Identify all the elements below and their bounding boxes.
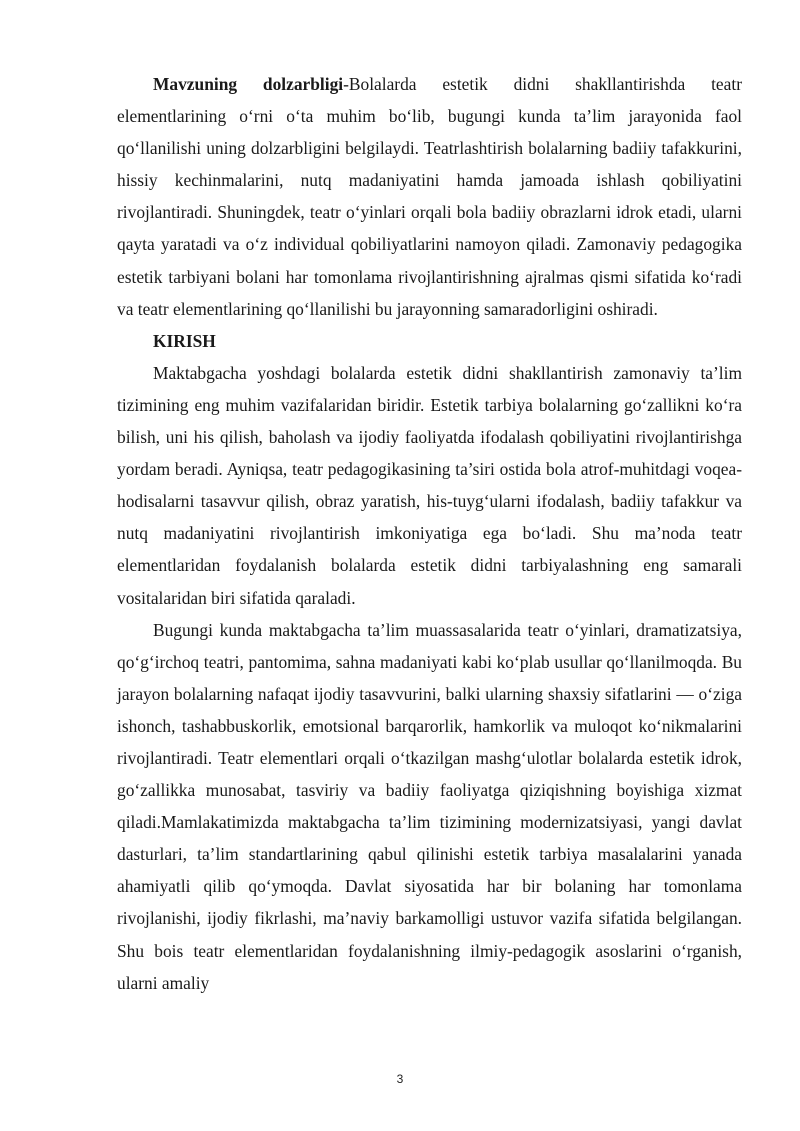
body-paragraph-1: Maktabgacha yoshdagi bolalarda estetik didni shakllantirish zamonaviy ta’lim tizimining eng muhim vazifalaridan biridir. Estetik tarbiya bolalarning go‘zallikni ko‘ra bilish, uni his qilish, baholash va ijodiy faoliyatda ifodalash qobiliyatini rivojlantirishga yordam beradi. Ayniqsa, teatr pedagogikasining ta’siri ostida bola atrof-muhitdagi voqea-hodisalarni tasavvur qilish, obraz yaratish, his-tuyg‘ularni ifodalash, badiiy tafakkur va nutq madaniyatini rivojlantirish imkoniyatiga ega bo‘ladi. Shu ma’noda teatr elementlaridan foydalanish bolalarda estetik didni tarbiyalashning eng samarali vositalaridan biri sifatida qaraladi. — [117, 362, 742, 608]
section-heading: KIRISH — [153, 330, 216, 351]
relevance-paragraph — [117, 68, 742, 325]
body-paragraph-2: Bugungi kunda maktabgacha ta’lim muassasalarida teatr o‘yinlari, dramatizatsiya, qo‘g‘irchoq teatri, pantomima, sahna madaniyati kabi ko‘plab usullar qo‘llanilmoqda. Bu jarayon bolalarning nafaqat ijodiy tasavvurini, balki ularning shaxsiy sifatlarini — o‘ziga ishonch, tashabbuskorlik, emotsional barqarorlik, hamkorlik va muloqot ko‘nikmalarini rivojlantiradi. Teatr elementlari orqali o‘tkazilgan mashg‘ulotlar bolalarda estetik idrok, go‘zallikka munosabat, tasviriy va badiiy faoliyatga qiziqishning boyishiga xizmat qiladi.Mamlakatimizda maktabgacha ta’lim tizimining modernizatsiyasi, yangi davlat dasturlari, ta’lim standartlarining qabul qilinishi estetik tarbiya masalalarini yanada ahamiyatli qilib qo‘ymoqda. Davlat siyosatida har bir bolaning har tomonlama rivojlanishi, ijodiy fikrlashi, ma’naviy barkamolligi ustuvor vazifa sifatida belgilangan. Shu bois teatr elementlaridan foydalanishning ilmiy-pedagogik asoslarini o‘rganish, ularni amaliy — [117, 619, 742, 993]
document-page — [117, 68, 742, 999]
relevance-label: Mavzuning dolzarbligi — [153, 74, 344, 94]
page-number: 3 — [396, 1072, 404, 1086]
relevance-text: -Bolalarda estetik didni shakllantirishda teatr elementlarining o‘rni o‘ta muhim bo‘lib, bugungi kunda ta’lim jarayonida faol qo‘llanilishi uning dolzarbligini belgilaydi. Teatrlashtirish bolalarning badiiy tafakkurini, hissiy kechinmalarini, nutq madaniyatini hamda jamoada ishlash qobiliyatini rivojlantiradi. Shuningdek, teatr o‘yinlari orqali bola badiiy obrazlarni idrok etadi, ularni qayta yaratadi va o‘z individual qobiliyatlarini namoyon qiladi. Zamonaviy pedagogika estetik tarbiyani bolani har tomonlama rivojlantirishning ajralmas qismi sifatida ko‘radi va teatr elementlarining qo‘llanilishi bu jarayonning samaradorligini oshiradi. — [117, 74, 742, 319]
